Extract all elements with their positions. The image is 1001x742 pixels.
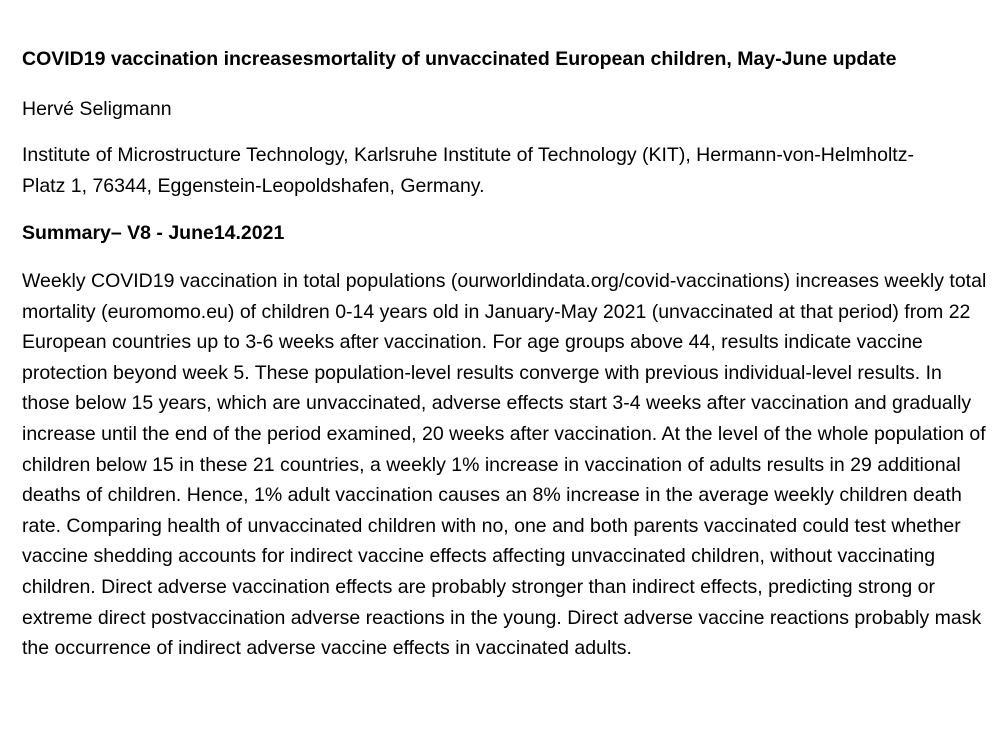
abstract-text: Weekly COVID19 vaccination in total populations (ourworldindata.org/covid-vaccinations) increases weekly total mortality (euromomo.eu) of children 0-14 years old in January-May 2021 (unvaccinated at that period) from 22 European countries up to 3-6 weeks after vaccination. For age groups above 44, results indicate vaccine protection beyond week 5. These population-level results converge with previous individual-level results. In those below 15 years, which are unvaccinated, adverse effects start 3-4 weeks after vaccination and gradually increase until the end of the period examined, 20 weeks after vaccination. At the level of the whole population of children below 15 in these 21 countries, a weekly 1% increase in vaccination of adults results in 29 additional deaths of children. Hence, 1% adult vaccination causes an 8% increase in the average weekly children death rate. Comparing health of unvaccinated children with no, one and both parents vaccinated could test whether vaccine shedding accounts for indirect vaccine effects affecting unvaccinated children, without vaccinating children. Direct adverse vaccination effects are probably stronger than indirect effects, predicting strong or extreme direct postvaccination adverse reactions in the young. Direct adverse vaccine reactions probably mask the occurrence of indirect adverse vaccine effects in vaccinated adults. — [22, 270, 987, 660]
author-affiliation: Institute of Microstructure Technology, Karlsruhe Institute of Technology (KIT), Hermann-von-Helmholtz-Platz 1, 76344, Eggenstein-Leopoldshafen, Germany. — [22, 144, 914, 197]
document-page — [22, 44, 987, 660]
summary-heading: Summary– V8 - June14.2021 — [22, 222, 285, 244]
author-name: Hervé Seligmann — [22, 98, 172, 120]
document-title: COVID19 vaccination increasesmortality of unvaccinated European children, May-June update — [22, 48, 897, 70]
